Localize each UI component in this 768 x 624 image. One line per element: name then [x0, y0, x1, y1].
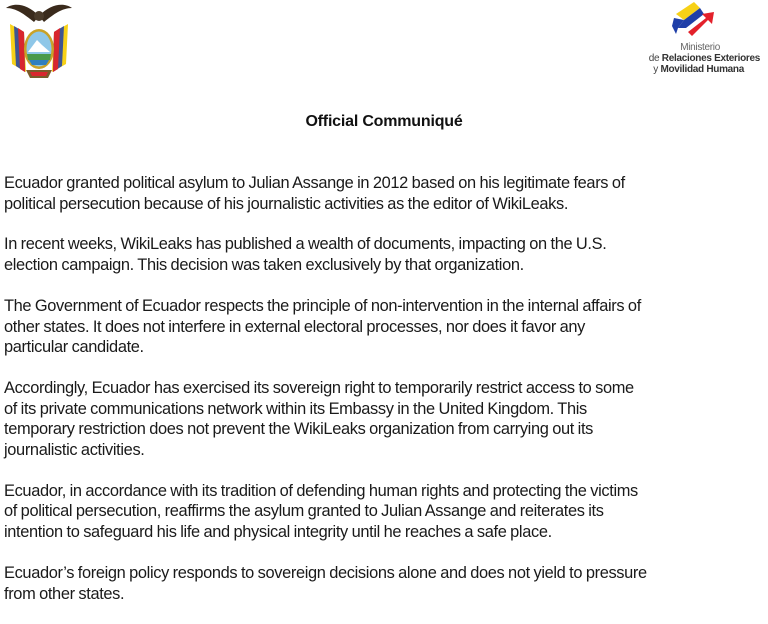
paragraph-line: election campaign. This decision was taken exclusively by that organization. [4, 256, 524, 275]
paragraph-line: temporary restriction does not prevent the WikiLeaks organization from carrying out its [4, 420, 593, 439]
paragraph [4, 234, 768, 275]
paragraph [4, 481, 768, 543]
paragraph-line: Accordingly, Ecuador has exercised its sovereign right to temporarily restrict access to some [4, 378, 634, 397]
paragraph-line: of its private communications network within its Embassy in the United Kingdom. This [4, 399, 587, 418]
paragraph-line: In recent weeks, WikiLeaks has published a wealth of documents, impacting on the U.S. [4, 235, 607, 254]
document-title: Official Communiqué [305, 113, 463, 130]
paragraph-line: intention to safeguard his life and physical integrity until he reaches a safe place. [4, 523, 552, 542]
ministry-name-line2 [649, 53, 760, 64]
paragraph-line: Ecuador, in accordance with its tradition of defending human rights and protecting the victims [4, 481, 638, 500]
ministry-name-line1: Ministerio [680, 42, 720, 53]
ministry-name-line3 [653, 64, 744, 75]
ministry-logo [622, 0, 766, 82]
document-body [4, 173, 768, 624]
ministry-line2-bold: Relaciones Exteriores [661, 53, 760, 64]
paragraph-line: particular candidate. [4, 338, 144, 357]
coat-of-arms-icon [4, 2, 74, 82]
paragraph-line: The Government of Ecuador respects the principle of non-intervention in the internal affairs of [4, 296, 641, 315]
paragraph [4, 563, 768, 604]
ministry-line3-bold: Movilidad Humana [660, 64, 744, 75]
paragraph-line: political persecution because of his journalistic activities as the editor of WikiLeaks. [4, 194, 569, 213]
ministry-arrows-icon [670, 0, 718, 40]
paragraph [4, 378, 768, 461]
paragraph [4, 296, 768, 358]
paragraph-line: Ecuador’s foreign policy responds to sovereign decisions alone and does not yield to pressure [4, 563, 647, 582]
paragraph-line: other states. It does not interfere in external electoral processes, nor does it favor any [4, 317, 586, 336]
ministry-line2-prefix: de [648, 53, 662, 64]
ministry-line3-prefix: y [653, 64, 661, 75]
paragraph-line: of political persecution, reaffirms the asylum granted to Julian Assange and reiterates its [4, 502, 604, 521]
paragraph-line: from other states. [4, 584, 125, 603]
paragraph-line: Ecuador granted political asylum to Julian Assange in 2012 based on his legitimate fears of [4, 174, 625, 192]
paragraph-line: journalistic activities. [4, 441, 145, 460]
paragraph [4, 173, 768, 214]
